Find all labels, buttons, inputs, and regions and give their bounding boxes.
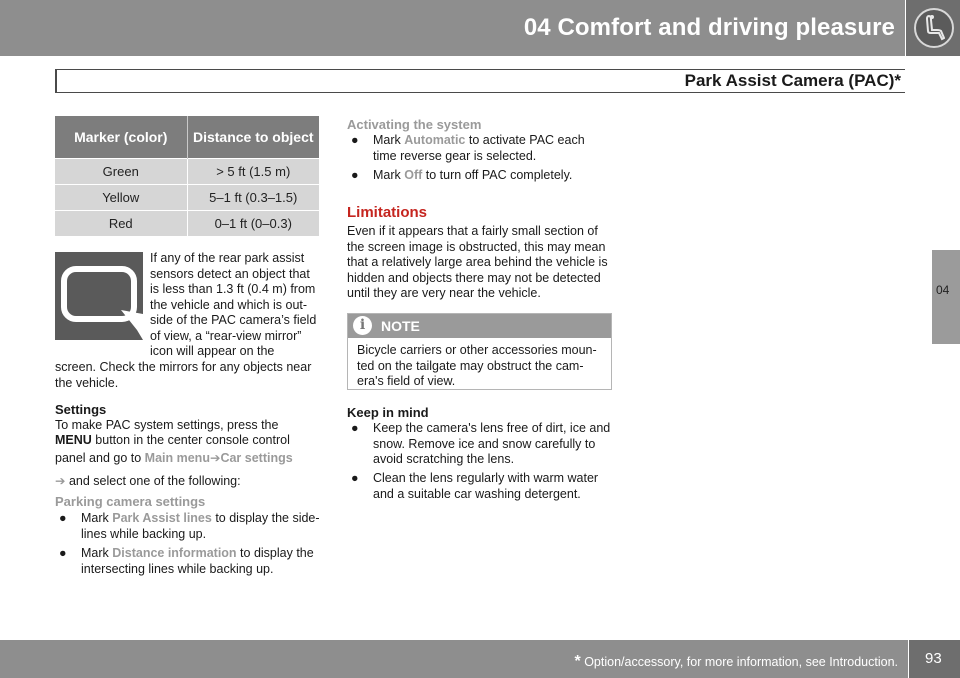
settings-heading: Settings [55,402,107,417]
text-line: and a suitable car washing detergent. [373,486,581,501]
text-line [55,474,325,490]
bullet-icon: ● [59,546,67,560]
list-item [351,133,616,165]
text-line: Even if it appears that a fairly small section of [347,224,598,238]
text-line: is less than 1.3 ft (0.4 m) from [150,282,316,296]
text-span: Mark [373,133,405,147]
text-line [55,433,325,449]
menu-button-label: MENU [55,433,92,447]
bullet-icon: ● [351,471,359,485]
bullet-icon: ● [59,511,67,525]
text-line: the vehicle and which is out- [150,297,308,312]
section-title: Park Assist Camera (PAC)* [684,71,901,90]
list-item [59,546,325,578]
distance-information-option: Distance information [112,546,237,560]
table-cell: > 5 ft (1.5 m) [187,158,319,184]
chapter-header-bar [0,0,905,56]
text-line: the screen image is obstructed, this may mean [347,239,606,254]
automatic-option: Automatic [404,133,466,147]
text-line: Clean the lens regularly with warm water [373,471,599,485]
parking-settings-heading: Parking camera settings [55,494,206,509]
text-line: intersecting lines while backing up. [81,561,274,576]
list-item [351,471,616,503]
text-line: that a relatively large area behind the vehicle is [347,255,608,269]
text-line: icon will appear on the [150,344,275,358]
list-item [351,421,616,469]
table-header-row [55,116,319,158]
list-item [59,511,325,543]
text-line [81,546,314,562]
footer-bar [0,640,908,678]
text-line: avoid scratching the lens. [373,452,515,466]
bullet-text [373,133,585,164]
bullet-text [81,546,314,577]
note-header [348,314,611,338]
chapter-title: 04 Comfort and driving pleasure [523,14,895,41]
main-menu-link: Main menu [144,450,210,465]
text-line [373,133,585,149]
chapter-side-tab [932,250,960,344]
table-row [55,158,319,184]
text-line: ted on the tailgate may obstruct the cam- [357,358,584,373]
keep-in-mind-heading: Keep in mind [347,405,429,420]
warning-paragraph-top [150,251,325,360]
text-span: button in the center console control [91,433,290,447]
text-line: hidden and objects there may not be detected [347,270,601,285]
bullet-text [81,511,320,542]
text-line: To make PAC system settings, press the [55,417,279,432]
text-span: and select one of the following: [65,474,241,488]
seat-icon [923,14,945,42]
table-cell: Yellow [55,184,187,210]
bullet-text [373,168,572,184]
note-body [357,343,607,390]
page-number: 93 [925,650,942,667]
table-cell: 0–1 ft (0–0.3) [187,210,319,236]
text-span: to display the [236,546,314,560]
bullet-icon: ● [351,421,359,435]
text-line: of view, a “rear-view mirror” [150,328,302,343]
chapter-icon-box [905,0,960,56]
note-box [347,313,612,390]
text-line: side of the PAC camera’s field [150,313,317,327]
page-number-box [908,640,960,678]
text-line: If any of the rear park assist [150,251,305,265]
table-cell: Red [55,210,187,236]
text-line: sensors detect an object that [150,266,310,281]
side-tab-label: 04 [936,283,950,297]
text-line: Keep the camera's lens free of dirt, ice and [373,421,611,435]
text-span: Mark [81,546,113,560]
table-header-marker: Marker (color) [55,116,187,158]
arrow-right-icon: ➔ [209,450,221,465]
table-row [55,210,319,236]
table-cell: 5–1 ft (0.3–1.5) [187,184,319,210]
text-line [81,511,320,527]
text-span: Mark [81,511,113,525]
warning-paragraph-bottom [55,360,325,391]
text-line: Bicycle carriers or other accessories moun- [357,343,597,357]
park-assist-lines-option: Park Assist lines [112,511,212,525]
arrow-right-icon: ➔ [55,474,66,488]
limitations-heading: Limitations [347,204,428,221]
text-line: snow. Remove ice and snow carefully to [373,436,596,451]
text-line: era's field of view. [357,374,456,388]
text-span: panel and go to [55,450,145,465]
text-line: lines while backing up. [81,526,207,541]
table-row [55,184,319,210]
info-icon: i [353,316,372,335]
text-span: to display the side- [211,511,320,525]
section-bar-cap [55,69,57,93]
activating-heading: Activating the system [347,117,482,132]
text-line: the vehicle. [55,375,119,390]
asterisk: * [574,653,581,670]
list-item [351,168,616,184]
footer-note [574,653,898,671]
footer-note-text: Option/accessory, for more information, see Introduction. [580,655,898,669]
rear-view-mirror-icon [55,252,143,340]
bullet-icon: ● [351,168,359,182]
rear-view-mirror-icon-box [55,252,143,340]
table-cell: Green [55,158,187,184]
bullet-text [373,471,598,502]
text-line: time reverse gear is selected. [373,148,537,163]
text-span: to activate PAC each [465,133,585,147]
text-line [373,168,572,184]
car-settings-link: Car settings [220,450,293,465]
text-span: to turn off PAC completely. [422,168,573,182]
bullet-text [373,421,610,468]
text-span: Mark [373,168,405,182]
table-header-distance: Distance to object [187,116,319,158]
text-line [55,451,325,467]
section-header-bar [55,69,905,93]
note-label: NOTE [381,318,420,334]
settings-section [55,402,325,490]
text-line: until they are very near the vehicle. [347,286,541,300]
marker-distance-table [55,116,319,236]
limitations-paragraph [347,224,617,302]
text-line: screen. Check the mirrors for any objects near [55,360,312,374]
bullet-icon: ● [351,133,359,147]
off-option: Off [404,168,423,182]
